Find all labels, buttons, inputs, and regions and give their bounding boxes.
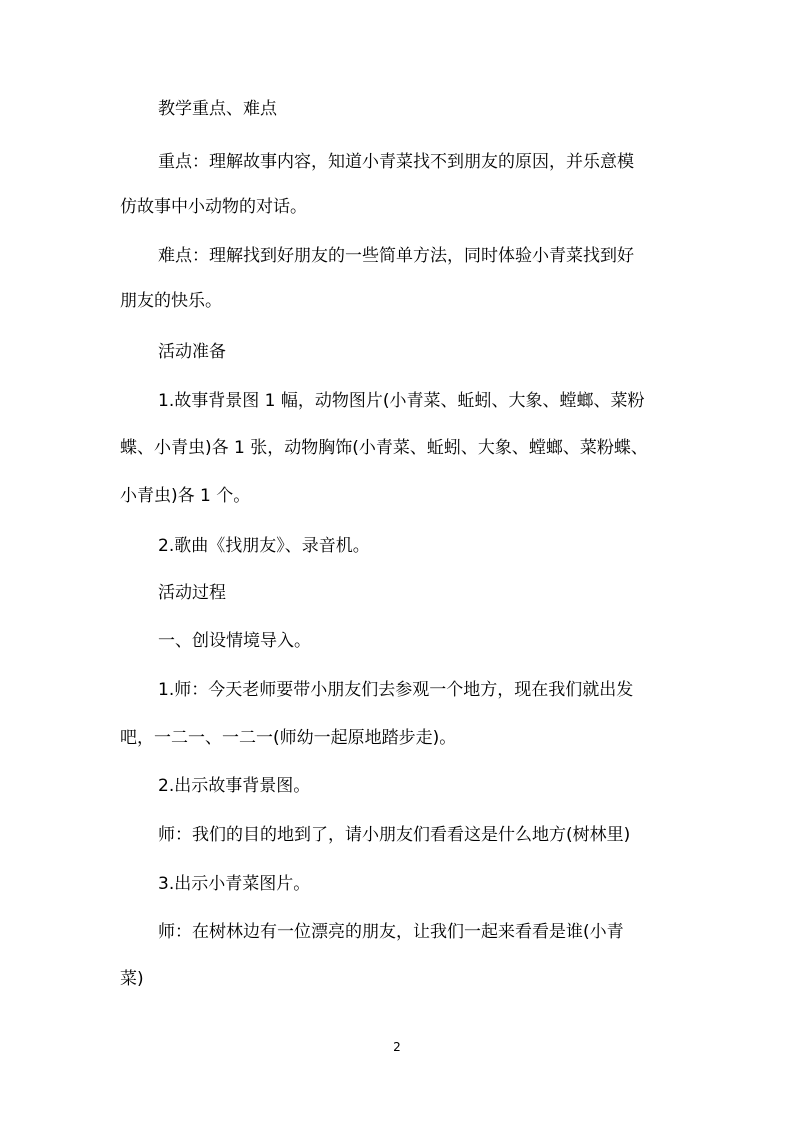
paragraph-line: 1.故事背景图 1 幅，动物图片(小青菜、蚯蚓、大象、螳螂、菜粉: [158, 391, 645, 411]
paragraph-line: 2.歌曲《找朋友》、录音机。: [158, 536, 370, 556]
paragraph-line: 吧，一二一、一二一(师幼一起原地踏步走)。: [120, 728, 457, 748]
paragraph-line: 3.出示小青菜图片。: [158, 874, 311, 894]
paragraph-line: 一、创设情境导入。: [158, 631, 311, 651]
paragraph-line: 小青虫)各 1 个。: [120, 486, 251, 506]
section-heading-preparation: 活动准备: [158, 342, 226, 362]
section-heading-process: 活动过程: [158, 583, 226, 603]
paragraph-line: 朋友的快乐。: [120, 291, 222, 311]
page-number: 2: [393, 1040, 401, 1054]
paragraph-line: 菜): [120, 969, 144, 989]
paragraph-line: 仿故事中小动物的对话。: [120, 197, 307, 217]
paragraph-line: 难点：理解找到好朋友的一些简单方法，同时体验小青菜找到好: [158, 246, 634, 266]
paragraph-line: 师：我们的目的地到了，请小朋友们看看这是什么地方(树林里): [158, 825, 631, 845]
section-heading-key-points: 教学重点、难点: [158, 99, 277, 119]
paragraph-line: 2.出示故事背景图。: [158, 776, 311, 796]
paragraph-line: 1.师：今天老师要带小朋友们去参观一个地方，现在我们就出发: [158, 680, 634, 700]
paragraph-line: 蝶、小青虫)各 1 张，动物胸饰(小青菜、蚯蚓、大象、螳螂、菜粉蝶、: [120, 438, 648, 458]
paragraph-line: 师：在树林边有一位漂亮的朋友，让我们一起来看看是谁(小青: [158, 922, 624, 942]
paragraph-line: 重点：理解故事内容，知道小青菜找不到朋友的原因，并乐意模: [158, 152, 634, 172]
